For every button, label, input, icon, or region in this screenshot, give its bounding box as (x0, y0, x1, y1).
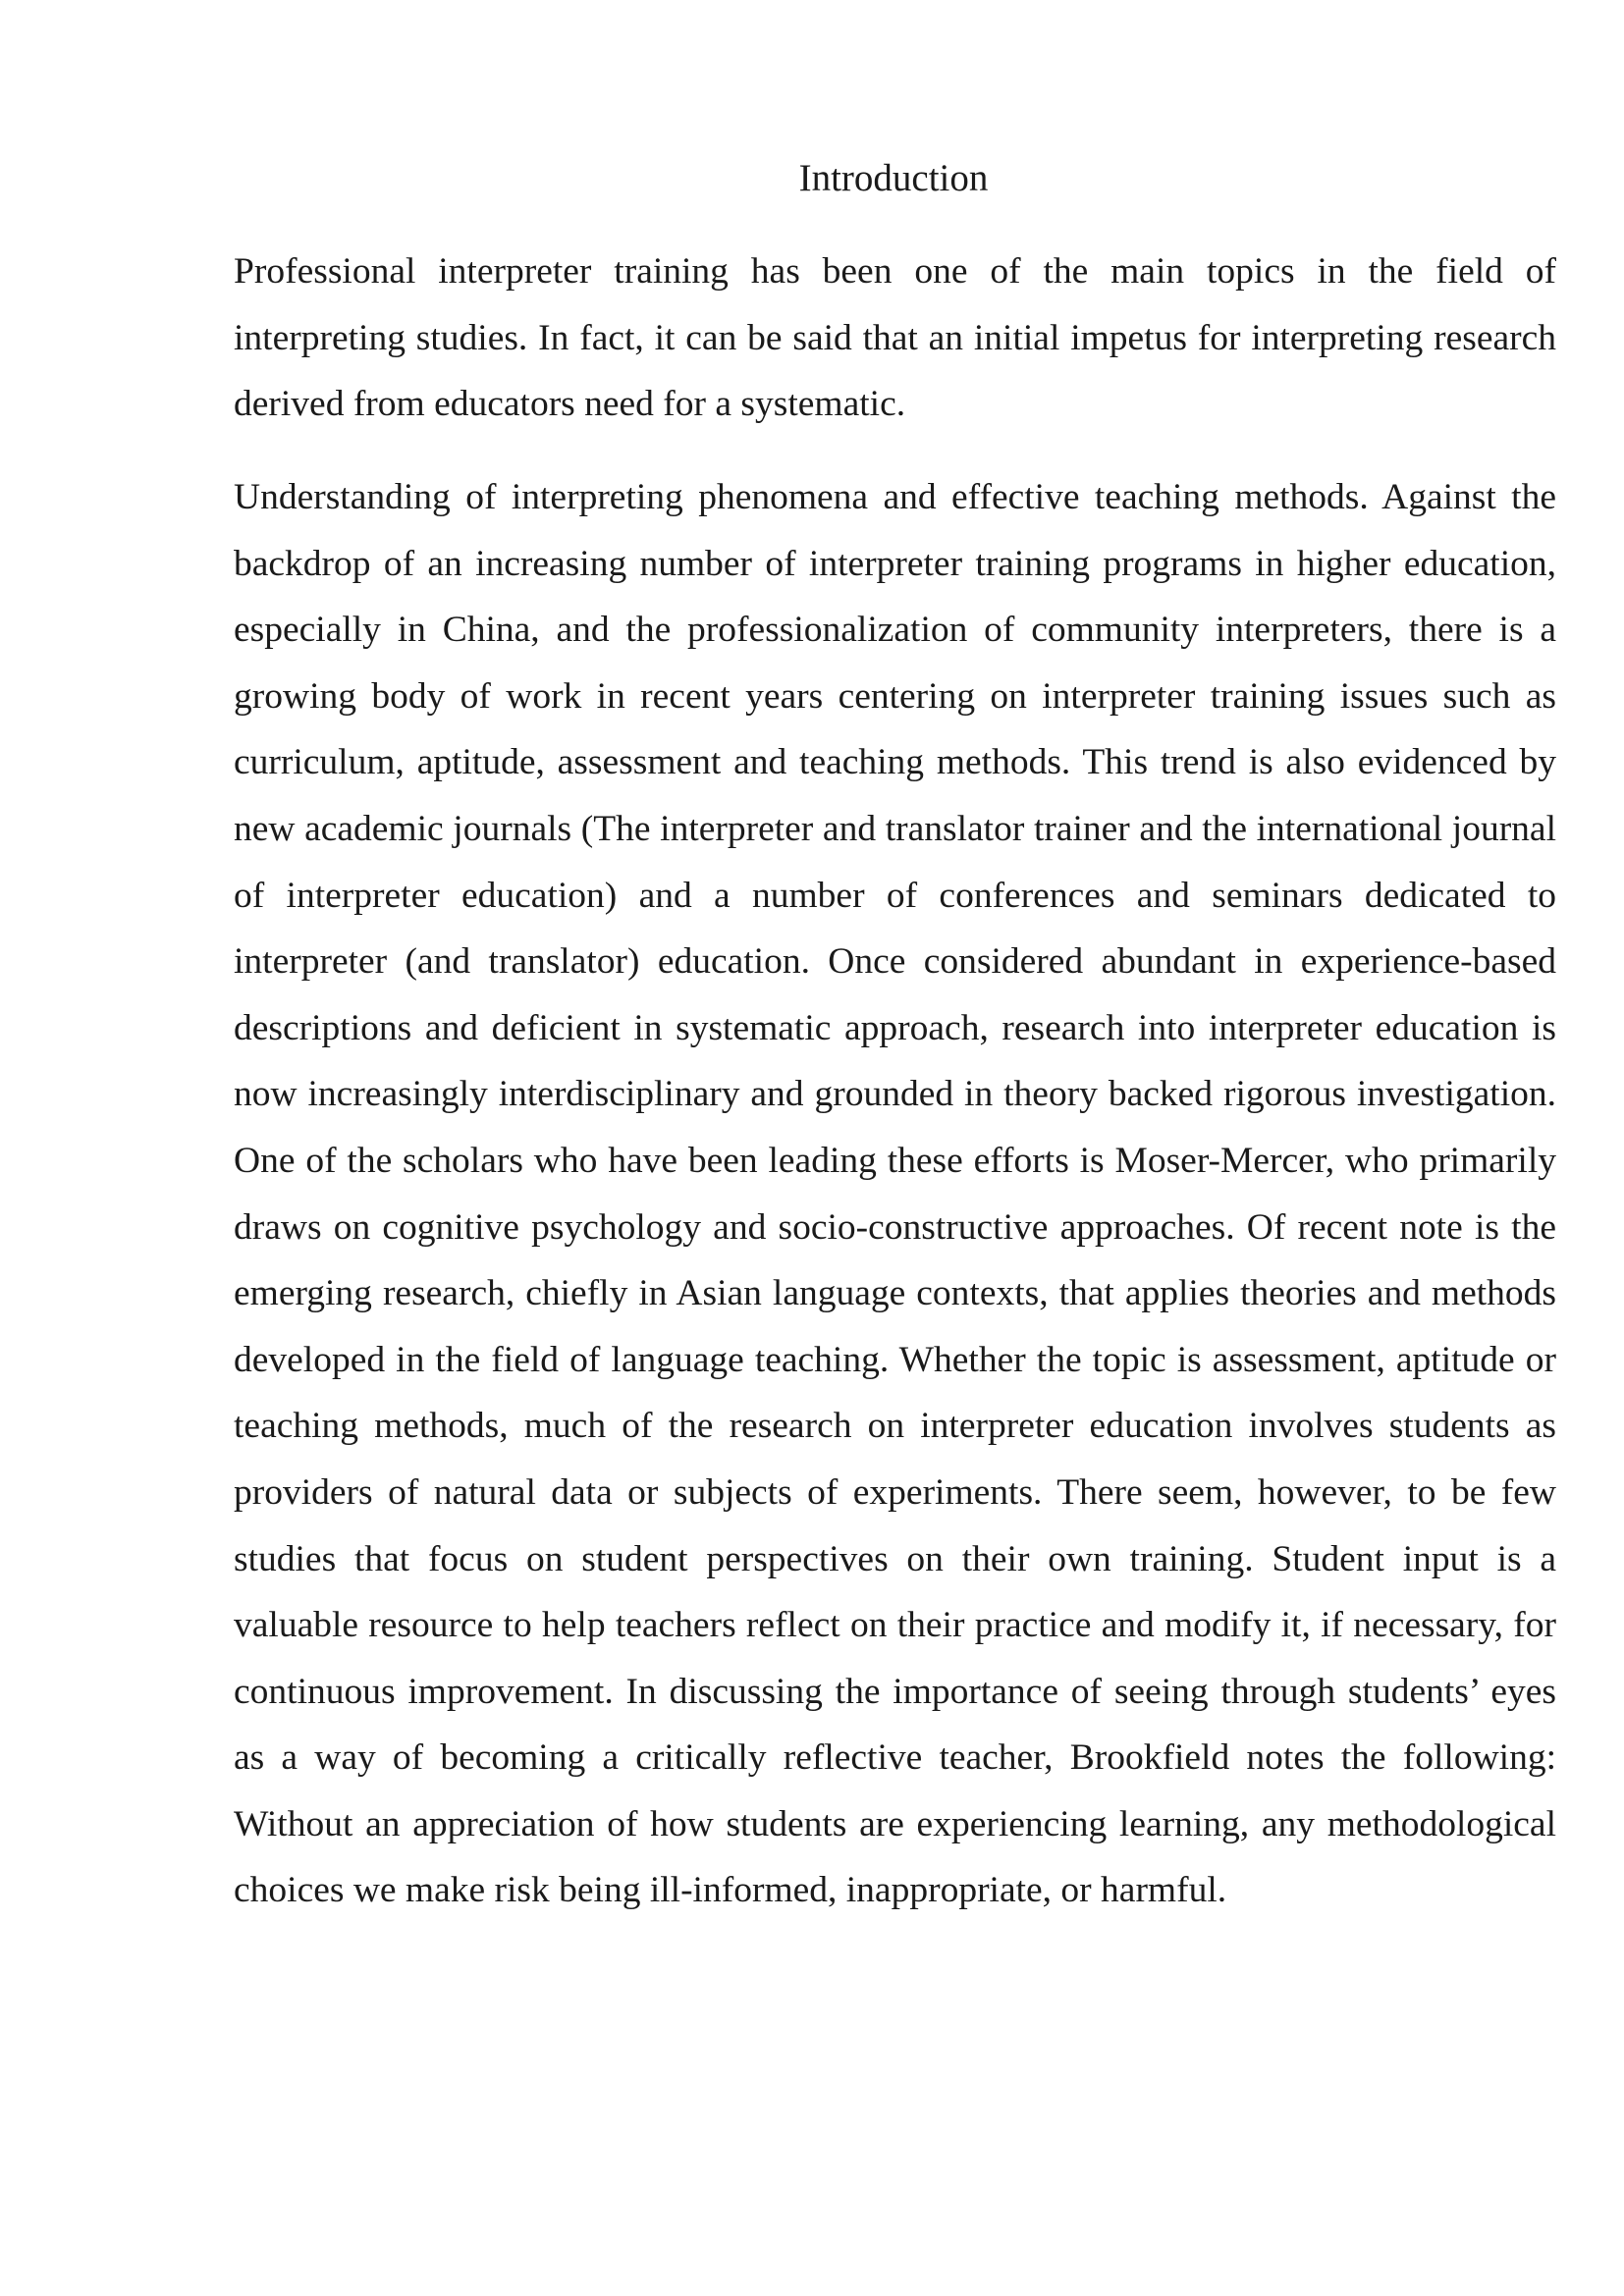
paragraph-2: Understanding of interpreting phenomena and effective teaching methods. Against the backdrop of an increasing number of interpreter training programs in higher education, especially in China, and the professionalization of community interpreters, there is a growing body of work in recent years centering on interpreter training issues such as curriculum, aptitude, assessment and teaching methods. This trend is also evidenced by new academic journals (The interpreter and translator trainer and the international journal of interpreter education) and a number of conferences and seminars dedicated to interpreter (and translator) education. Once considered abundant in experience-based descriptions and deficient in systematic approach, research into interpreter education is now increasingly interdisciplinary and grounded in theory backed rigorous investigation. One of the scholars who have been leading these efforts is Moser-Mercer, who primarily draws on cognitive psychology and socio-constructive approaches. Of recent note is the emerging research, chiefly in Asian language contexts, that applies theories and methods developed in the field of language teaching. Whether the topic is assessment, aptitude or teaching methods, much of the research on interpreter education involves students as providers of natural data or subjects of experiments. There seem, however, to be few studies that focus on student perspectives on their own training. Student input is a valuable resource to help teachers reflect on their practice and modify it, if necessary, for continuous improvement. In discussing the importance of seeing through students’ eyes as a way of becoming a critically reflective teacher, Brookfield notes the following: Without an appreciation of how students are experiencing learning, any methodological choices we make risk being ill-informed, inappropriate, or harmful. (234, 477, 1556, 1911)
page-title: Introduction (798, 157, 989, 199)
paragraph-1: Professional interpreter training has been one of the main topics in the field of interpreting studies. In fact, it can be said that an initial impetus for interpreting research derived from educators need for a systematic. (234, 251, 1556, 425)
